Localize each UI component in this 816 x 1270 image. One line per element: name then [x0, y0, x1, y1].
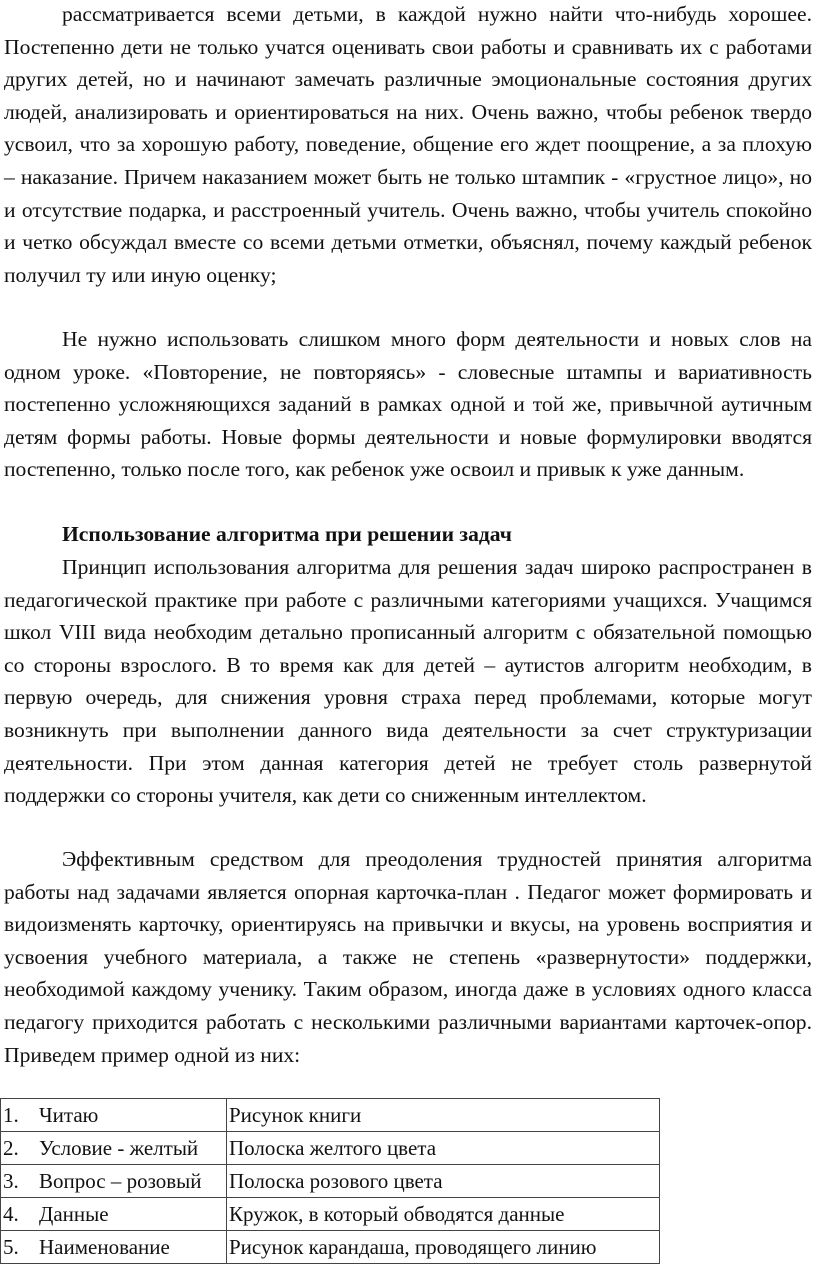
table-row: [1, 1099, 660, 1132]
table-row: [1, 1231, 660, 1264]
paragraph-algorithm: Принцип использования алгоритма для решения задач широко распространен в педагогической практике при работе с различными категориями учащихся. Учащимся школ VIII вида необходим детально прописанный алгоритм с обязательной помощью со стороны взрослого. В то время как для детей – аутистов алгоритм необходим, в первую очередь, для снижения уровня страха перед проблемами, которые могут возникнуть при выполнении данного вида деятельности за счет структуризации деятельности. При этом данная категория детей не требует столь развернутой поддержки со стороны учителя, как дети со сниженным интеллектом.: [4, 555, 812, 808]
step-cell: [1, 1099, 227, 1132]
step-cell: [1, 1165, 227, 1198]
step-label: Наименование: [39, 1235, 170, 1259]
table-row: [1, 1132, 660, 1165]
symbol-cell: Полоска розового цвета: [227, 1165, 660, 1198]
step-cell: [1, 1231, 227, 1264]
step-number: 4.: [3, 1202, 19, 1226]
section-heading: Использование алгоритма при решении задач: [62, 522, 512, 546]
plan-card-table: [0, 1098, 660, 1264]
step-number: 2.: [3, 1136, 19, 1160]
symbol-cell: Рисунок книги: [227, 1099, 660, 1132]
symbol-cell: Кружок, в который обводятся данные: [227, 1198, 660, 1231]
step-label: Условие - желтый: [39, 1136, 199, 1160]
table-row: [1, 1165, 660, 1198]
step-number: 3.: [3, 1169, 19, 1193]
step-number: 1.: [3, 1103, 19, 1127]
step-label: Вопрос – розовый: [39, 1169, 202, 1193]
step-label: Читаю: [39, 1103, 99, 1127]
symbol-cell: Полоска желтого цвета: [227, 1132, 660, 1165]
symbol-cell: Рисунок карандаша, проводящего линию: [227, 1231, 660, 1264]
step-cell: [1, 1132, 227, 1165]
step-cell: [1, 1198, 227, 1231]
paragraph-rewards: рассматривается всеми детьми, в каждой нужно найти что-нибудь хорошее. Постепенно дети не только учатся оценивать свои работы и сравнивать их с работами других детей, но и начинают замечать различные эмоциональные состояния других людей, анализировать и ориентироваться на них. Очень важно, чтобы ребенок твердо усвоил, что за хорошую работу, поведение, общение его ждет поощрение, а за плохую – наказание. Причем наказанием может быть не только штампик - «грустное лицо», но и отсутствие подарка, и расстроенный учитель. Очень важно, чтобы учитель спокойно и четко обсуждал вместе со всеми детьми отметки, объяснял, почему каждый ребенок получил ту или иную оценку;: [4, 2, 812, 287]
paragraph-repetition: Не нужно использовать слишком много форм деятельности и новых слов на одном уроке. «Повторение, не повторяясь» - словесные штампы и вариативность постепенно усложняющихся заданий в рамках одной и той же, привычной аутичным детям формы работы. Новые формы деятельности и новые формулировки вводятся постепенно, только после того, как ребенок уже освоил и привык к уже данным.: [4, 327, 812, 482]
table-row: [1, 1198, 660, 1231]
step-label: Данные: [39, 1202, 109, 1226]
paragraph-plan-card: Эффективным средством для преодоления трудностей принятия алгоритма работы над задачами является опорная карточка-план . Педагог может формировать и видоизменять карточку, ориентируясь на привычки и вкусы, на уровень восприятия и усвоения учебного материала, а также не степень «развернутости» поддержки, необходимой каждому ученику. Таким образом, иногда даже в условиях одного класса педагогу приходится работать с несколькими различными вариантами карточек-опор. Приведем пример одной из них:: [4, 847, 812, 1067]
step-number: 5.: [3, 1235, 19, 1259]
